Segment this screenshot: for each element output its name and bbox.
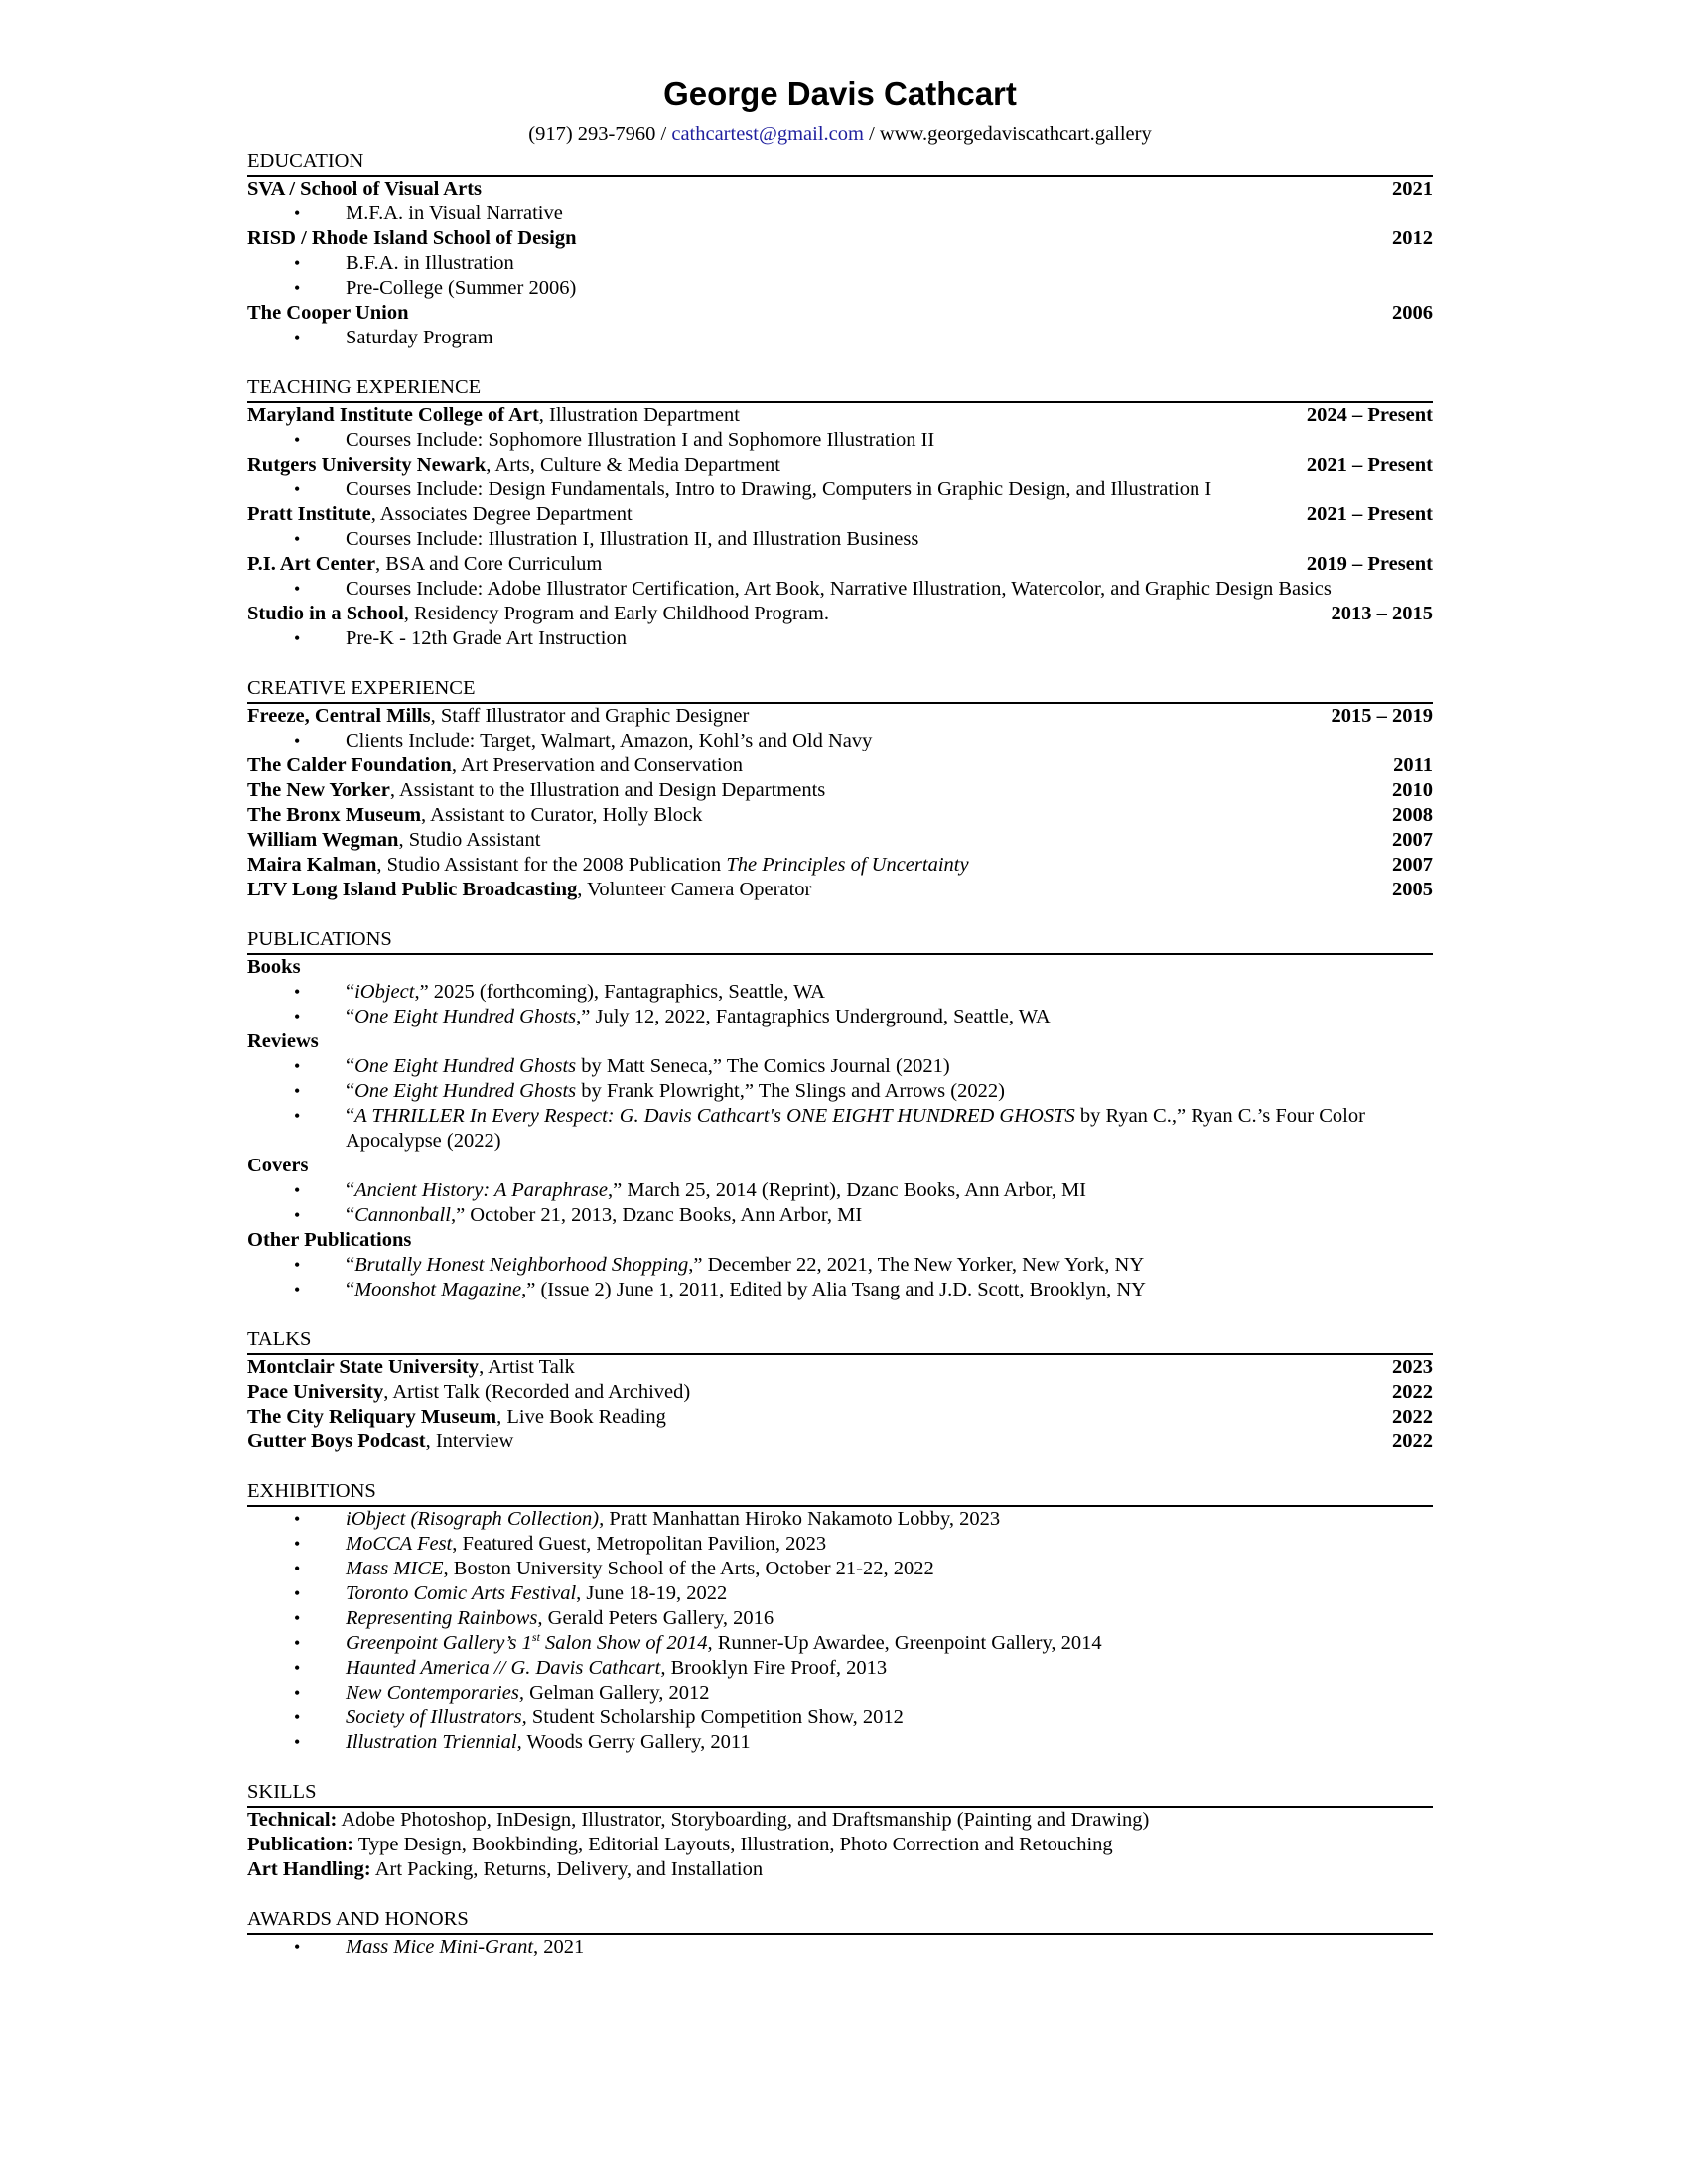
entry-date: 2021 – Present (1306, 454, 1433, 476)
education-section (247, 177, 1433, 350)
organization: The Calder Foundation (247, 754, 452, 776)
entry-detail: , Staff Illustrator and Graphic Designer (430, 705, 750, 727)
education-entry (247, 177, 1433, 202)
teaching-section (247, 403, 1433, 651)
entry-date: 2011 (1393, 754, 1433, 776)
teaching-entry (247, 403, 1433, 428)
awards-list (247, 1935, 1433, 1960)
skill-line: Publication: Type Design, Bookbinding, Editorial Layouts, Illustration, Photo Correction and Retouching (247, 1834, 1113, 1855)
list-item: • MoCCA Fest, Featured Guest, Metropolitan Pavilion, 2023 (247, 1532, 1433, 1557)
subheading-reviews: Reviews (247, 1030, 319, 1052)
teaching-entry (247, 552, 1433, 577)
creative-entry (247, 704, 1433, 729)
creative-entry (247, 878, 1433, 902)
teaching-entry (247, 502, 1433, 527)
list-item: • “A THRILLER In Every Respect: G. Davis Cathcart's ONE EIGHT HUNDRED GHOSTS by Ryan C.,” Ryan C.’s Four Color Apocalypse (2022) (247, 1104, 1433, 1154)
organization: Pace University (247, 1381, 384, 1403)
institution: SVA / School of Visual Arts (247, 178, 483, 200)
entry-detail: , Illustration Department (538, 404, 740, 426)
separator: / (863, 123, 880, 145)
list-item: • New Contemporaries, Gelman Gallery, 2012 (247, 1681, 1433, 1706)
entry-date: 2023 (1392, 1356, 1433, 1378)
list-item: • Haunted America // G. Davis Cathcart, Brooklyn Fire Proof, 2013 (247, 1656, 1433, 1681)
section-title-awards: AWARDS AND HONORS (247, 1907, 1433, 1935)
entry-detail: , Assistant to Curator, Holly Block (421, 804, 703, 826)
talk-entry (247, 1430, 1433, 1454)
subheading-other-publications: Other Publications (247, 1229, 412, 1251)
list-item: • Saturday Program (247, 326, 1433, 350)
entry-detail: , Art Preservation and Conservation (451, 754, 744, 776)
list-item: • M.F.A. in Visual Narrative (247, 202, 1433, 226)
list-item: • “iObject,” 2025 (forthcoming), Fantagraphics, Seattle, WA (247, 980, 1433, 1005)
entry-date: 2021 (1392, 178, 1433, 200)
entry-detail: , Arts, Culture & Media Department (486, 454, 780, 476)
creative-entry (247, 753, 1433, 778)
contact-line (247, 121, 1433, 147)
list-item: • Toronto Comic Arts Festival, June 18-19, 2022 (247, 1581, 1433, 1606)
skill-line: Technical: Adobe Photoshop, InDesign, Illustrator, Storyboarding, and Draftsmanship (Painting and Drawing) (247, 1809, 1150, 1831)
email-link[interactable]: cathcartest@gmail.com (671, 123, 864, 145)
publications-section (247, 955, 1433, 1302)
entry-date: 2022 (1392, 1406, 1433, 1428)
organization: Studio in a School (247, 603, 404, 624)
entry-detail: , Artist Talk (479, 1356, 575, 1378)
subheading-books: Books (247, 956, 301, 978)
entry-date: 2010 (1392, 779, 1433, 801)
skills-section (247, 1808, 1433, 1882)
list-item: • “One Eight Hundred Ghosts,” July 12, 2022, Fantagraphics Underground, Seattle, WA (247, 1005, 1433, 1029)
list-item: • Clients Include: Target, Walmart, Amazon, Kohl’s and Old Navy (247, 729, 1433, 753)
list-item: • “One Eight Hundred Ghosts by Frank Plowright,” The Slings and Arrows (2022) (247, 1079, 1433, 1104)
organization: The New Yorker (247, 779, 390, 801)
resume-name: George Davis Cathcart (663, 75, 1017, 112)
creative-entry (247, 803, 1433, 828)
list-item: • “Ancient History: A Paraphrase,” March 25, 2014 (Reprint), Dzanc Books, Ann Arbor, MI (247, 1178, 1433, 1203)
teaching-entry (247, 453, 1433, 478)
entry-detail: , Artist Talk (Recorded and Archived) (383, 1381, 691, 1403)
entry-detail: , Residency Program and Early Childhood Program. (403, 603, 829, 624)
list-item: • “Moonshot Magazine,” (Issue 2) June 1, 2011, Edited by Alia Tsang and J.D. Scott, Brooklyn, NY (247, 1278, 1433, 1302)
section-title-talks: TALKS (247, 1327, 1433, 1355)
entry-detail: , Interview (425, 1431, 514, 1452)
institution: The Cooper Union (247, 302, 409, 324)
list-item: • “Cannonball,” October 21, 2013, Dzanc Books, Ann Arbor, MI (247, 1203, 1433, 1228)
talk-entry (247, 1380, 1433, 1405)
organization: Montclair State University (247, 1356, 480, 1378)
list-item: • Courses Include: Sophomore Illustration I and Sophomore Illustration II (247, 428, 1433, 453)
exhibitions-list (247, 1507, 1433, 1755)
entry-date: 2007 (1392, 829, 1433, 851)
entry-detail: , Associates Degree Department (370, 503, 633, 525)
organization: Maryland Institute College of Art (247, 404, 539, 426)
list-item: • “One Eight Hundred Ghosts by Matt Seneca,” The Comics Journal (2021) (247, 1054, 1433, 1079)
list-item: • Society of Illustrators, Student Scholarship Competition Show, 2012 (247, 1706, 1433, 1730)
organization: The City Reliquary Museum (247, 1406, 497, 1428)
entry-date: 2022 (1392, 1431, 1433, 1452)
talks-section (247, 1355, 1433, 1454)
subheading-covers: Covers (247, 1155, 309, 1176)
creative-entry (247, 853, 1433, 878)
list-item: • iObject (Risograph Collection), Pratt Manhattan Hiroko Nakamoto Lobby, 2023 (247, 1507, 1433, 1532)
entry-detail: , Volunteer Camera Operator (577, 879, 812, 900)
section-title-teaching: TEACHING EXPERIENCE (247, 375, 1433, 403)
talk-entry (247, 1405, 1433, 1430)
entry-date: 2007 (1392, 854, 1433, 876)
entry-date: 2019 – Present (1306, 553, 1433, 575)
list-item: • Representing Rainbows, Gerald Peters Gallery, 2016 (247, 1606, 1433, 1631)
list-item: • B.F.A. in Illustration (247, 251, 1433, 276)
creative-section (247, 704, 1433, 902)
entry-detail: , BSA and Core Curriculum (375, 553, 603, 575)
entry-detail: , Studio Assistant for the 2008 Publication (376, 854, 727, 876)
education-entry (247, 226, 1433, 251)
entry-detail: , Studio Assistant (398, 829, 541, 851)
entry-date: 2022 (1392, 1381, 1433, 1403)
entry-date: 2012 (1392, 227, 1433, 249)
section-title-creative: CREATIVE EXPERIENCE (247, 676, 1433, 704)
list-item: • Courses Include: Illustration I, Illustration II, and Illustration Business (247, 527, 1433, 552)
entry-date: 2013 – 2015 (1331, 603, 1433, 624)
website: www.georgedaviscathcart.gallery (879, 123, 1152, 145)
list-item: • Greenpoint Gallery’s 1st Salon Show of 2014, Runner-Up Awardee, Greenpoint Gallery, 2014 (247, 1631, 1433, 1656)
organization: Pratt Institute (247, 503, 371, 525)
entry-detail: , Live Book Reading (496, 1406, 666, 1428)
institution: RISD / Rhode Island School of Design (247, 227, 577, 249)
section-title-skills: SKILLS (247, 1780, 1433, 1808)
creative-entry (247, 828, 1433, 853)
list-item: • Pre-College (Summer 2006) (247, 276, 1433, 301)
list-item: • Illustration Triennial, Woods Gerry Gallery, 2011 (247, 1730, 1433, 1755)
list-item: • “Brutally Honest Neighborhood Shopping,” December 22, 2021, The New Yorker, New York, NY (247, 1253, 1433, 1278)
entry-date: 2021 – Present (1306, 503, 1433, 525)
organization: Gutter Boys Podcast (247, 1431, 426, 1452)
section-title-education: EDUCATION (247, 149, 1433, 177)
separator: / (655, 123, 672, 145)
publication-title: The Principles of Uncertainty (726, 854, 969, 876)
organization: Maira Kalman (247, 854, 377, 876)
entry-date: 2024 – Present (1306, 404, 1433, 426)
list-item: • Mass MICE, Boston University School of the Arts, October 21-22, 2022 (247, 1557, 1433, 1581)
entry-date: 2005 (1392, 879, 1433, 900)
entry-date: 2015 – 2019 (1331, 705, 1433, 727)
section-title-publications: PUBLICATIONS (247, 927, 1433, 955)
resume-page (247, 71, 1433, 1960)
talk-entry (247, 1355, 1433, 1380)
organization: LTV Long Island Public Broadcasting (247, 879, 578, 900)
entry-date: 2008 (1392, 804, 1433, 826)
teaching-entry (247, 602, 1433, 626)
organization: Rutgers University Newark (247, 454, 487, 476)
list-item: • Courses Include: Design Fundamentals, Intro to Drawing, Computers in Graphic Design, and Illustration I (247, 478, 1433, 502)
organization: William Wegman (247, 829, 399, 851)
entry-date: 2006 (1392, 302, 1433, 324)
organization: Freeze, Central Mills (247, 705, 431, 727)
list-item: • Pre-K - 12th Grade Art Instruction (247, 626, 1433, 651)
phone: (917) 293-7960 (528, 123, 656, 145)
section-title-exhibitions: EXHIBITIONS (247, 1479, 1433, 1507)
list-item: • Courses Include: Adobe Illustrator Certification, Art Book, Narrative Illustration, Watercolor, and Graphic Design Basics (247, 577, 1433, 602)
organization: P.I. Art Center (247, 553, 376, 575)
education-entry (247, 301, 1433, 326)
creative-entry (247, 778, 1433, 803)
organization: The Bronx Museum (247, 804, 422, 826)
skill-line: Art Handling: Art Packing, Returns, Delivery, and Installation (247, 1858, 764, 1880)
entry-detail: , Assistant to the Illustration and Design Departments (389, 779, 826, 801)
list-item: • Mass Mice Mini-Grant, 2021 (247, 1935, 1433, 1960)
